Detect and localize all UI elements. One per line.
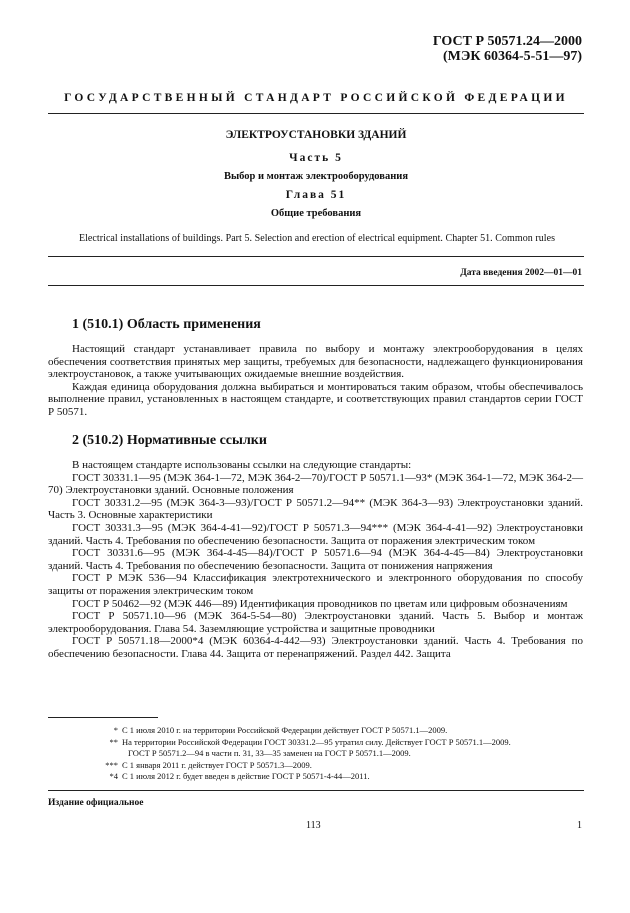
page-number-center: 113	[306, 820, 321, 831]
english-title: Electrical installations of buildings. Part 5. Selection and erection of electrical equipment. Chapter 51. Common rules	[78, 233, 556, 244]
iec-code: (МЭК 60364-5-51—97)	[442, 49, 582, 64]
footnote-mark: *	[113, 725, 118, 735]
page-number-right: 1	[577, 820, 582, 831]
footnote-continuation: ГОСТ Р 50571.2—94 в части п. 31, 33—35 заменен на ГОСТ Р 50571.1—2009.	[128, 748, 411, 758]
footnote-text: С 1 января 2011 г. действует ГОСТ Р 50571.3—2009.	[122, 759, 312, 770]
reference-item: ГОСТ 30331.1—95 (МЭК 364-1—72, МЭК 364-2—70)/ГОСТ Р 50571.1—93* (МЭК 364-1—72, МЭК 364-2—70) Электроустановки зданий. Основные положения	[48, 471, 583, 497]
title-part-subtitle: Выбор и монтаж электрооборудования	[223, 171, 409, 182]
section-1-heading: 1 (510.1) Область применения	[72, 317, 261, 332]
footer-rule	[48, 790, 584, 791]
section-2-body	[48, 459, 583, 661]
section-1-paragraph: Настоящий стандарт устанавливает правила по выбору и монтажу электрооборудования в целях обеспечения соответствия принятых мер защиты, требуемых для безопасности, надлежащего функционирования электроустановок, а также учитывающих ожидаемые внешние воздействия.	[48, 343, 583, 381]
reference-item: ГОСТ Р 50571.10—96 (МЭК 364-5-54—80) Электроустановки зданий. Часть 5. Выбор и монтаж электрооборудования. Глава 54. Заземляющие устройства и защитные проводники	[48, 610, 583, 635]
footnote-mark: **	[109, 736, 118, 747]
title-rule	[48, 256, 584, 257]
footnote-text: С 1 июля 2012 г. будет введен в действие ГОСТ Р 50571-4-44—2011.	[122, 771, 370, 781]
reference-item: ГОСТ Р 50462—92 (МЭК 446—89) Идентификация проводников по цветам или цифровым обозначениям	[72, 597, 568, 610]
official-edition-label: Издание официальное	[48, 798, 144, 808]
footnote-mark: *4	[109, 771, 118, 781]
section-2-heading: 2 (510.2) Нормативные ссылки	[72, 433, 267, 448]
gost-code: ГОСТ Р 50571.24—2000	[432, 34, 582, 49]
title-part: Часть 5	[289, 152, 343, 164]
footnotes	[48, 725, 583, 783]
title-main: ЭЛЕКТРОУСТАНОВКИ ЗДАНИЙ	[225, 129, 407, 141]
introduction-date: Дата введения 2002—01—01	[460, 268, 582, 278]
document-code-block	[433, 34, 582, 64]
reference-item: ГОСТ 30331.2—95 (МЭК 364-3—93)/ГОСТ Р 50571.2—94** (МЭК 364-3—93) Электроустановки зданий. Часть 3. Основные характеристики	[48, 496, 583, 522]
state-standard-banner: ГОСУДАРСТВЕННЫЙ СТАНДАРТ РОССИЙСКОЙ ФЕДЕРАЦИИ	[64, 92, 568, 104]
footnote	[48, 737, 583, 749]
reference-intro: В настоящем стандарте использованы ссылки на следующие стандарты:	[72, 459, 412, 471]
reference-item: ГОСТ Р 50571.18—2000*4 (МЭК 60364-4-442—93) Электроустановки зданий. Часть 4. Требования по обеспечению безопасности. Глава 44. Защита от перенапряжений. Раздел 442. Защита	[48, 635, 583, 660]
reference-item: ГОСТ 30331.3—95 (МЭК 364-4-41—92)/ГОСТ Р 50571.3—94*** (МЭК 364-4-41—92) Электроустановки зданий. Часть 4. Требования по обеспечению безопасности. Защита от поражения электрическим током	[48, 521, 583, 547]
footnote	[48, 725, 583, 737]
section-1-body	[48, 343, 583, 419]
section-1-paragraph: Каждая единица оборудования должна выбираться и монтироваться таким образом, чтобы обеспечивалось выполнение правил, установленных в настоящем стандарте, и соответствующих правил стандартов серии ГОСТ Р 50571.	[48, 380, 583, 418]
footnote-text: На территории Российской Федерации ГОСТ 30331.2—95 утратил силу. Действует ГОСТ Р 50571.1—2009.	[122, 736, 511, 747]
footnote	[48, 771, 583, 783]
reference-item: ГОСТ Р МЭК 536—94 Классификация электротехнического и электронного оборудования по способу защиты от поражения электрическим током	[48, 572, 583, 597]
reference-item: ГОСТ 30331.6—95 (МЭК 364-4-45—84)/ГОСТ Р 50571.6—94 (МЭК 364-4-45—84) Электроустановки зданий. Часть 4. Требования по обеспечению безопасности. Защита от понижения напряжения	[48, 547, 583, 572]
title-chapter-subtitle: Общие требования	[270, 208, 362, 219]
top-rule	[48, 113, 584, 114]
date-rule	[48, 285, 584, 286]
footnote-text: С 1 июля 2010 г. на территории Российской Федерации действует ГОСТ Р 50571.1—2009.	[122, 725, 448, 735]
footnote-rule	[48, 717, 158, 718]
footnote-mark: ***	[105, 759, 118, 770]
footnote	[48, 760, 583, 772]
title-chapter: Глава 51	[285, 189, 347, 201]
